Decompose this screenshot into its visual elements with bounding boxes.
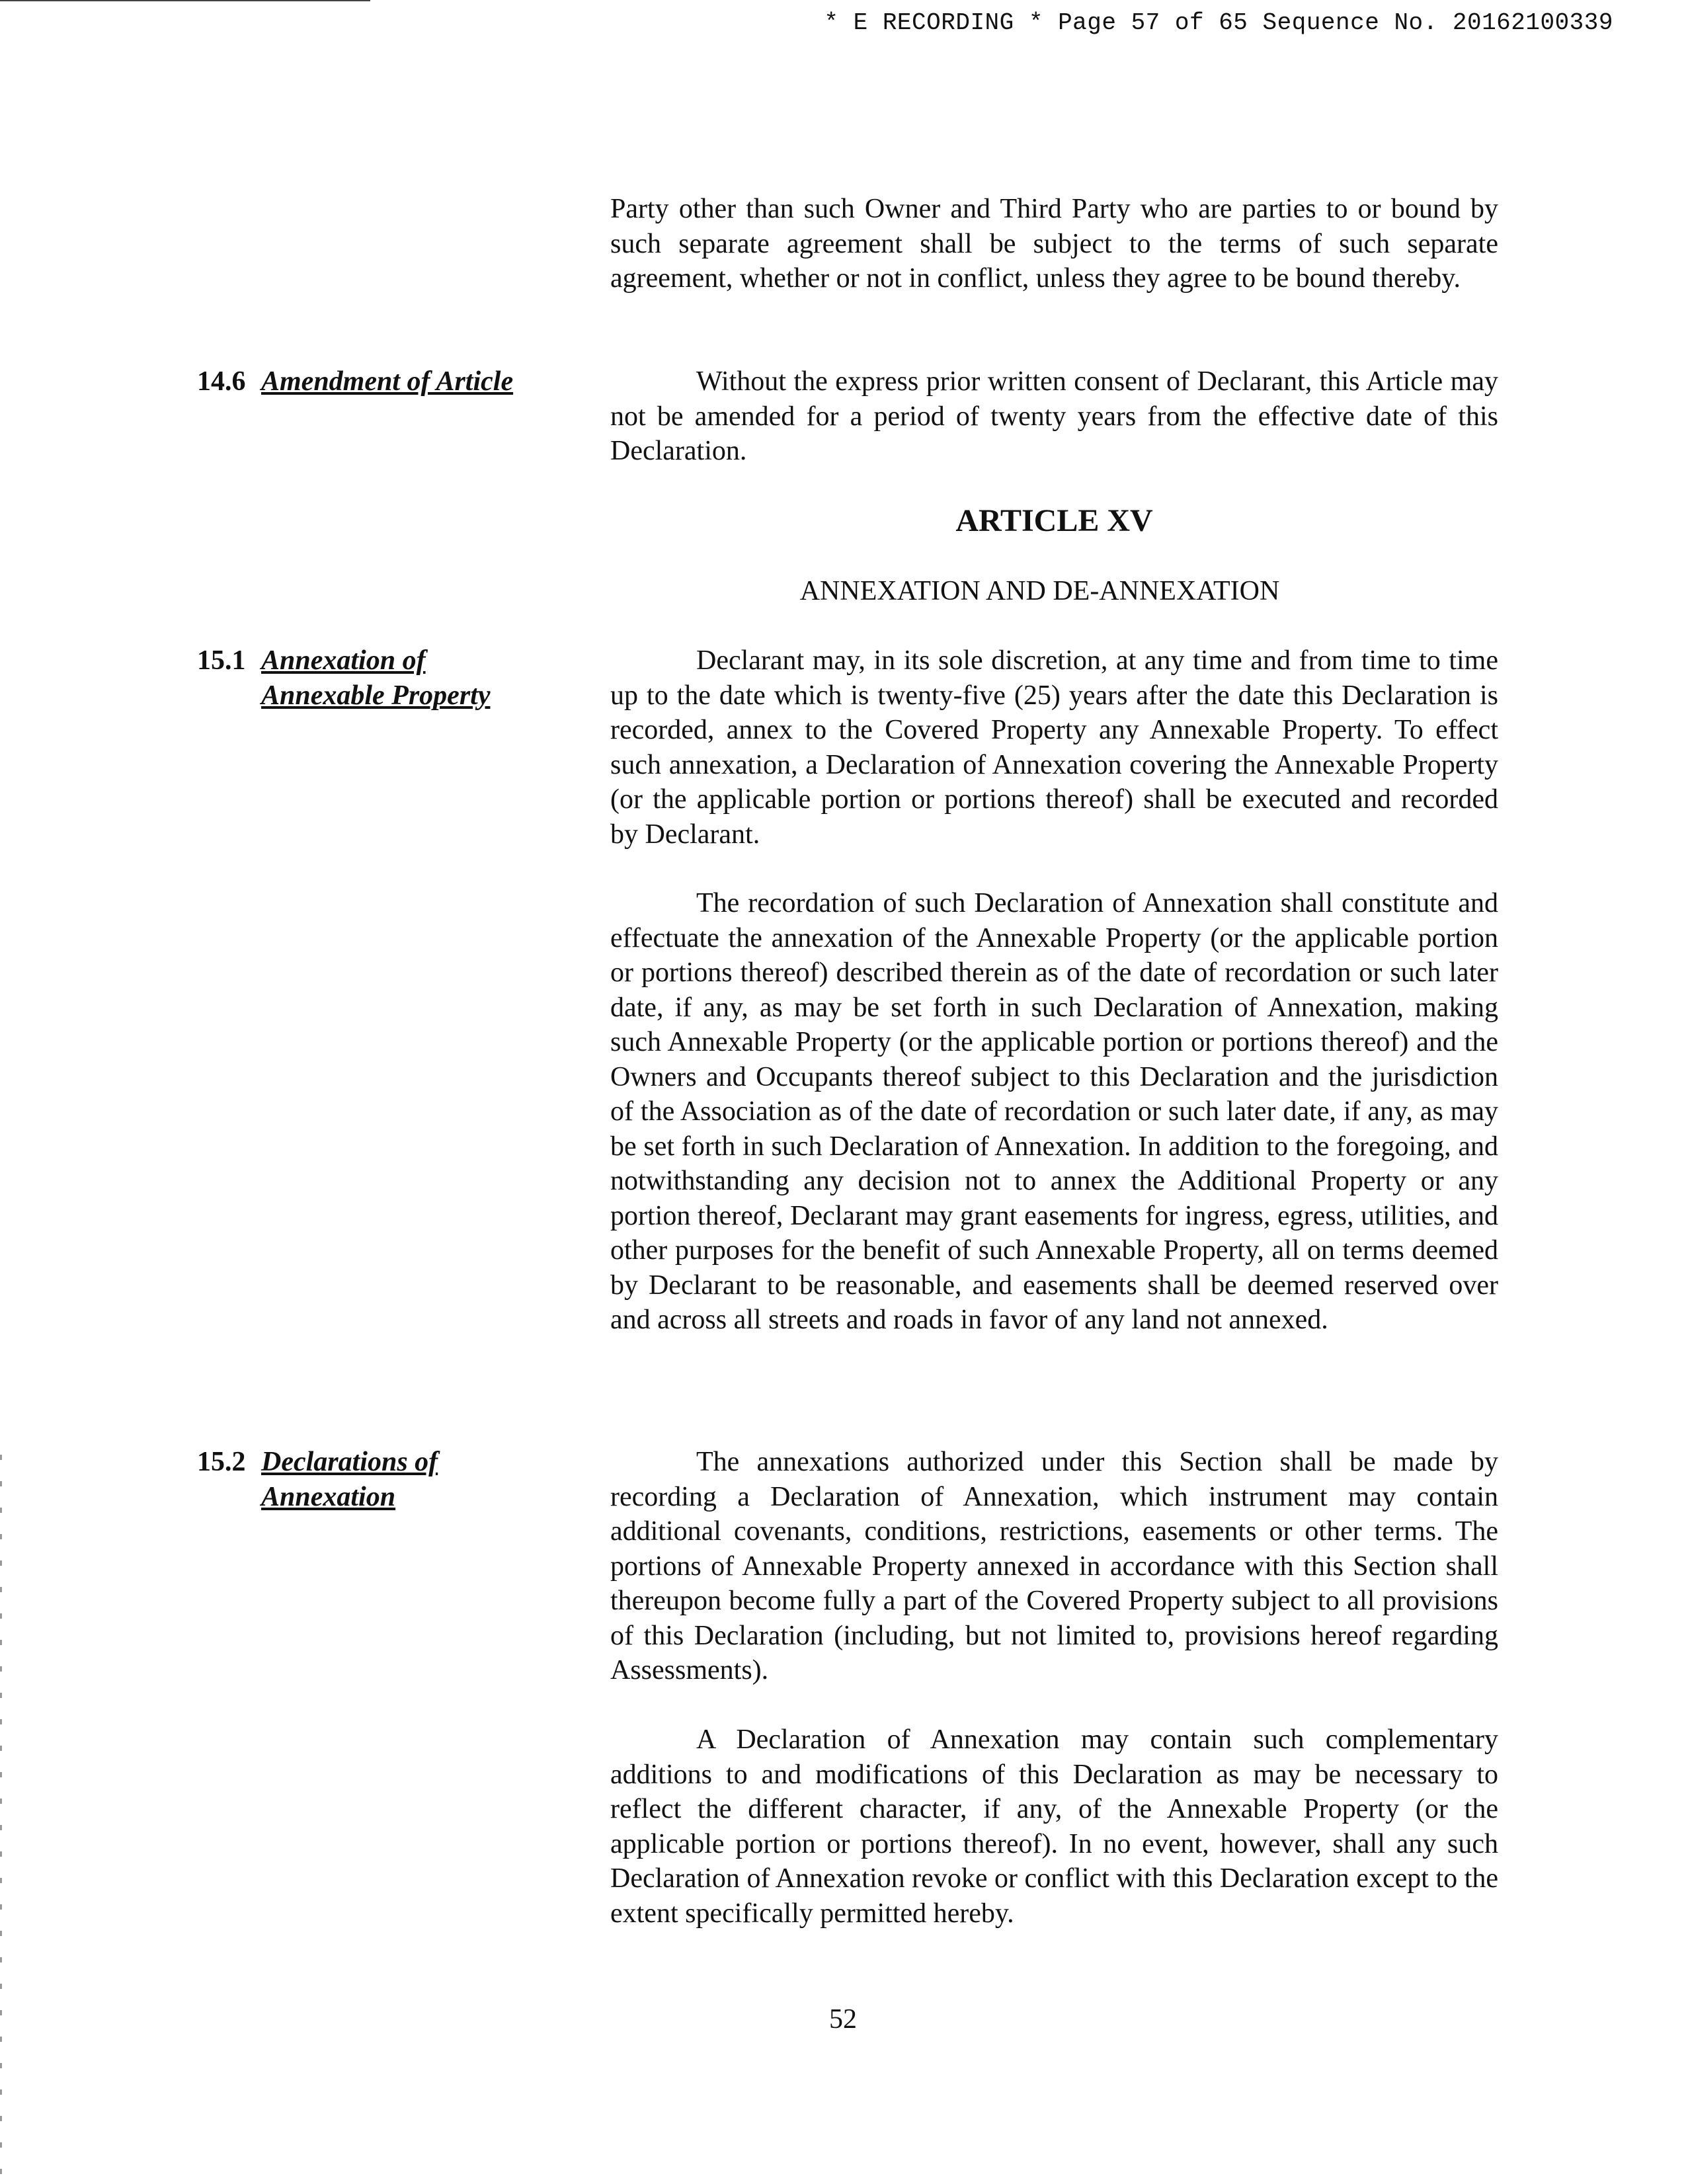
section-14-6-number: 14.6 <box>197 366 246 397</box>
scan-margin-mark <box>0 1455 2 2182</box>
section-15-1-body-2 <box>610 886 1498 1338</box>
page-number: 52 <box>829 2004 857 2035</box>
article-title: ARTICLE XV <box>955 503 1153 538</box>
section-15-1-number: 15.1 <box>197 645 246 676</box>
section-15-1-title-line2: Annexable Property <box>261 680 491 711</box>
section-15-2-title-line1: Declarations of <box>261 1447 438 1477</box>
section-15-1-body <box>610 643 1498 852</box>
top-edge-line <box>0 0 370 1</box>
section-15-1-title-line1: Annexation of <box>261 645 426 676</box>
recording-header: * E RECORDING * Page 57 of 65 Sequence No. 20162100339 <box>824 9 1613 36</box>
section-15-2-body-2 <box>610 1722 1498 1931</box>
section-15-2-title-line2: Annexation <box>261 1482 396 1512</box>
section-14-6-title: Amendment of Article <box>261 366 514 397</box>
section-15-1-para1: Declarant may, in its sole discretion, at any time and from time to time up to the date which is twenty-five (25) years after the date this Declaration is recorded, annex to the Covered Property any Annexable Property. To effect such annexation, a Declaration of Annexation covering the Annexable Property (or the applicable portion or portions thereof) shall be executed and recorded by Declarant. <box>610 645 1498 850</box>
continuation-paragraph <box>610 192 1498 296</box>
continuation-text: Party other than such Owner and Third Party who are parties to or bound by such separate agreement shall be subject to the terms of such separate agreement, whether or not in conflict, unless they agree to be bound thereby. <box>610 194 1498 294</box>
section-15-2-para1: The annexations authorized under this Section shall be made by recording a Declaration of Annexation, which instrument may contain additional covenants, conditions, restrictions, easements or other terms. The portions of Annexable Property annexed in accordance with this Section shall thereupon become fully a part of the Covered Property subject to all provisions of this Declaration (including, but not limited to, provisions hereof regarding Assessments). <box>610 1447 1498 1685</box>
section-15-2-body <box>610 1445 1498 1688</box>
section-15-2-number: 15.2 <box>197 1447 246 1477</box>
section-15-2-para2: A Declaration of Annexation may contain such complementary additions to and modifications of this Declaration as may be necessary to reflect the different character, if any, of the Annexable Property (or the applicable portion or portions thereof). In no event, however, shall any such Declaration of Annexation revoke or conflict with this Declaration except to the extent specifically permitted hereby. <box>610 1724 1498 1929</box>
section-15-1-para2: The recordation of such Declaration of Annexation shall constitute and effectuate the annexation of the Annexable Property (or the applicable portion or portions thereof) described therein as of the date of recordation or such later date, if any, as may be set forth in such Declaration of Annexation, making such Annexable Property (or the applicable portion or portions thereof) and the Owners and Occupants thereof subject to this Declaration and the jurisdiction of the Association as of the date of recordation or such later date, if any, as may be set forth in such Declaration of Annexation. In addition to the foregoing, and notwithstanding any decision not to annex the Additional Property or any portion thereof, Declarant may grant easements for ingress, egress, utilities, and other purposes for the benefit of such Annexable Property, all on terms deemed by Declarant to be reasonable, and easements shall be deemed reserved over and across all streets and roads in favor of any land not annexed. <box>610 888 1498 1335</box>
section-14-6-text: Without the express prior written consent of Declarant, this Article may not be amended for a period of twenty years from the effective date of this Declaration. <box>610 366 1498 466</box>
article-subtitle: ANNEXATION AND DE-ANNEXATION <box>799 576 1280 606</box>
section-14-6-body <box>610 364 1498 469</box>
